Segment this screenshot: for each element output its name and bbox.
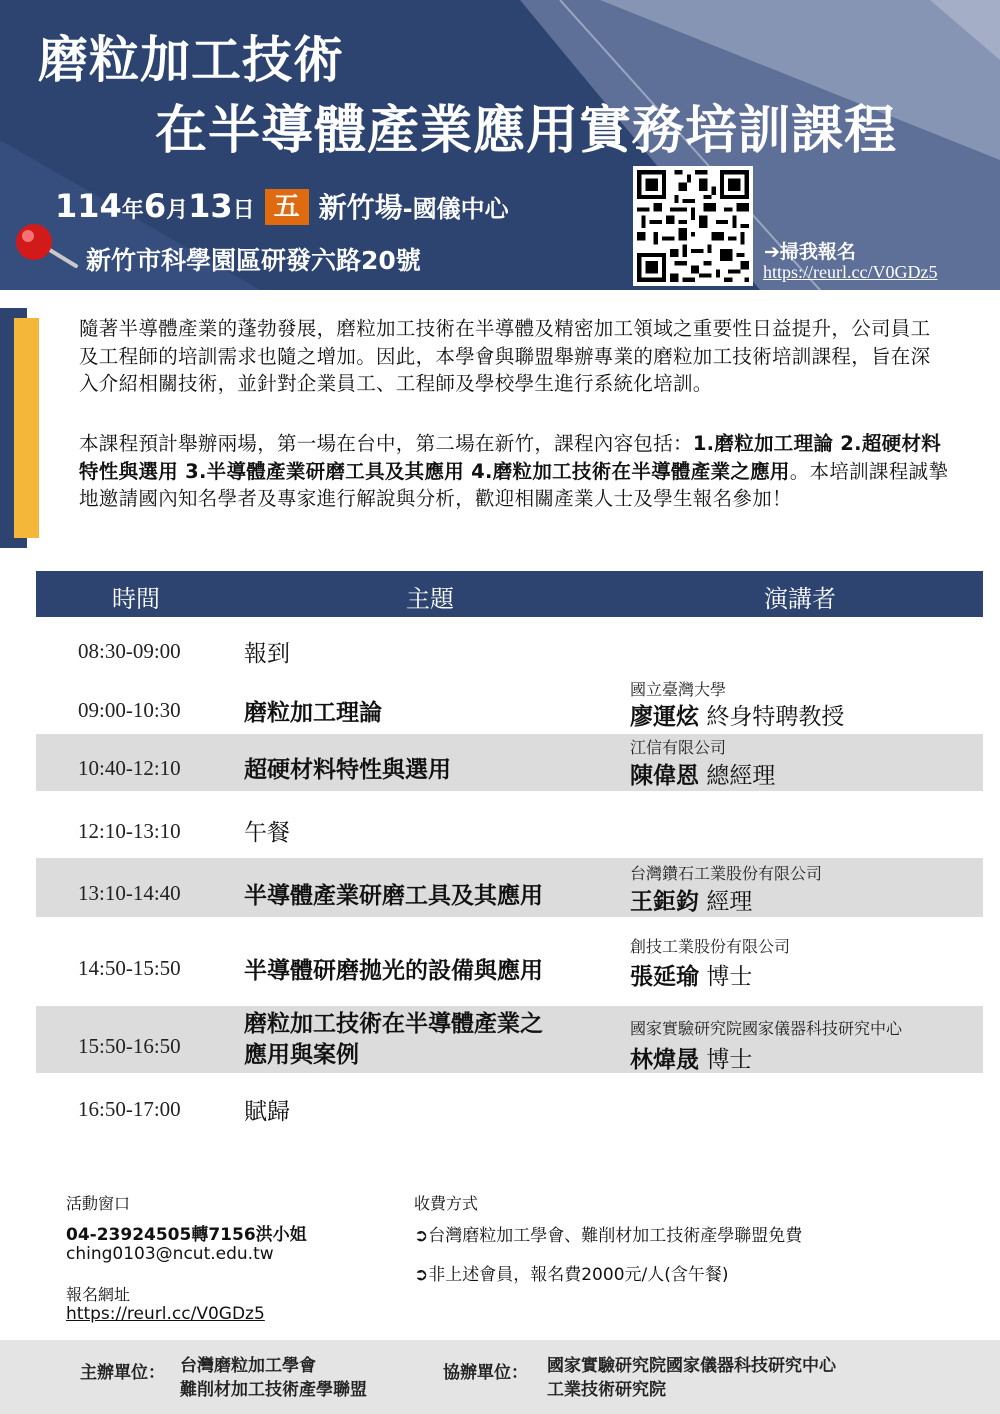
schedule-header — [36, 571, 983, 617]
row-topic: 半導體產業研磨工具及其應用 — [244, 883, 543, 909]
contact-label: 活動窗口 — [66, 1194, 131, 1213]
speaker — [630, 883, 752, 916]
speaker-title: 終身特聘教授 — [706, 704, 845, 730]
host-1: 台灣磨粒加工學會 — [180, 1356, 316, 1376]
schedule-row — [36, 734, 983, 791]
registration-url-label: 報名網址 — [66, 1285, 131, 1304]
row-time: 09:00-10:30 — [78, 698, 181, 722]
row-time: 16:50-17:00 — [78, 1097, 181, 1121]
schedule-row — [36, 797, 983, 855]
contact-phone: 04-23924505轉7156洪小姐 — [66, 1225, 307, 1245]
fee-item-nonmembers: ➲非上述會員，報名費2000元/人(含午餐) — [414, 1265, 729, 1285]
title-line-1: 磨粒加工技術 — [38, 31, 344, 89]
map-pin-icon — [10, 222, 80, 270]
row-topic: 午餐 — [244, 820, 290, 846]
schedule-row — [36, 858, 983, 917]
row-topic: 超硬材料特性與選用 — [244, 757, 451, 783]
intro-paragraph-2 — [79, 430, 949, 513]
date-month: 6 — [143, 187, 167, 225]
intro-paragraph-2-lead: 本課程預計舉辦兩場，第一場在台中，第二場在新竹，課程內容包括： — [79, 432, 693, 455]
speaker-org: 創技工業股份有限公司 — [630, 937, 791, 956]
speaker-title: 博士 — [706, 1047, 753, 1073]
header-speaker: 演講者 — [764, 585, 836, 613]
speaker-title: 經理 — [706, 889, 753, 915]
weekday-badge: 五 — [265, 189, 309, 225]
row-time: 15:50-16:50 — [78, 1034, 181, 1058]
schedule-row — [36, 1077, 983, 1135]
venue-sub: -國儀中心 — [402, 195, 509, 223]
co-host-label: 協辦單位： — [443, 1363, 528, 1383]
date-year-unit: 年 — [121, 198, 144, 223]
schedule-row — [36, 676, 983, 734]
contact-email[interactable]: ching0103@ncut.edu.tw — [66, 1244, 274, 1264]
host-2: 難削材加工技術產學聯盟 — [180, 1380, 367, 1400]
scan-to-register-label: ➔掃我報名 — [764, 241, 856, 263]
speaker-org: 台灣鑽石工業股份有限公司 — [630, 864, 823, 883]
speaker — [630, 1041, 752, 1074]
venue-address: 新竹市科學園區研發六路20號 — [86, 246, 421, 275]
title-line-2: 在半導體產業應用實務培訓課程 — [155, 101, 898, 161]
speaker-name: 張延瑜 — [630, 964, 699, 990]
row-topic: 報到 — [244, 641, 290, 667]
row-topic: 磨粒加工理論 — [244, 700, 382, 726]
row-topic-line-1: 磨粒加工技術在半導體產業之 — [244, 1011, 543, 1037]
speaker — [630, 958, 752, 991]
schedule-row — [36, 622, 983, 680]
row-topic: 賦歸 — [244, 1099, 290, 1125]
schedule-row — [36, 932, 983, 1002]
qr-code[interactable] — [633, 166, 753, 286]
registration-link[interactable]: https://reurl.cc/V0GDz5 — [763, 262, 938, 282]
co-host-1: 國家實驗研究院國家儀器科技研究中心 — [547, 1356, 836, 1376]
row-time: 08:30-09:00 — [78, 639, 181, 663]
intro-paragraph-2-tail: 。本培訓課程誠摯地邀請國內知名學者及專家進行解說與分析，歡迎相關產業人士及學生報名參加！ — [79, 459, 949, 510]
speaker-name: 林煒晟 — [630, 1047, 699, 1073]
speaker — [630, 757, 775, 790]
speaker-title: 博士 — [706, 964, 753, 990]
row-time: 12:10-13:10 — [78, 819, 181, 843]
event-date — [55, 186, 509, 226]
speaker-org: 國立臺灣大學 — [630, 680, 727, 699]
accent-bar-yellow — [14, 318, 39, 538]
intro-paragraph-1: 隨著半導體產業的蓬勃發展，磨粒加工技術在半導體及精密加工領域之重要性日益提升，公司員工及工程師的培訓需求也隨之增加。因此，本學會與聯盟舉辦專業的磨粒加工技術培訓課程，旨在深入介紹相關技術，並針對企業員工、工程師及學校學生進行系統化培訓。 — [79, 317, 931, 395]
registration-url-link[interactable]: https://reurl.cc/V0GDz5 — [66, 1304, 265, 1324]
fee-item-members: ➲台灣磨粒加工學會、難削材加工技術產學聯盟免費 — [414, 1226, 803, 1246]
host-label: 主辦單位： — [80, 1363, 165, 1383]
date-day: 13 — [188, 187, 233, 225]
venue-name: 新竹場 — [318, 191, 403, 224]
speaker-name: 陳偉恩 — [630, 763, 699, 789]
header-time: 時間 — [112, 585, 160, 613]
row-time: 14:50-15:50 — [78, 956, 181, 980]
speaker-name: 廖運炫 — [630, 704, 699, 730]
header-topic: 主題 — [406, 585, 454, 613]
date-day-unit: 日 — [232, 198, 255, 223]
co-host-2: 工業技術研究院 — [547, 1380, 666, 1400]
intro-course-list: 1.磨粒加工理論 2.超硬材料特性與選用 3.半導體產業研磨工具及其應用 4.磨粒加工技術在半導體產業之應用 — [79, 432, 942, 483]
speaker — [630, 698, 844, 731]
row-topic-line-2: 應用與案例 — [244, 1042, 359, 1068]
fee-label: 收費方式 — [414, 1194, 479, 1213]
row-topic: 半導體研磨拋光的設備與應用 — [244, 958, 543, 984]
speaker-org: 江信有限公司 — [630, 738, 727, 757]
date-month-unit: 月 — [166, 198, 189, 223]
speaker-title: 總經理 — [706, 763, 776, 789]
row-time: 10:40-12:10 — [78, 756, 181, 780]
row-topic — [244, 1009, 543, 1071]
schedule-row — [36, 1006, 983, 1073]
speaker-org: 國家實驗研究院國家儀器科技研究中心 — [630, 1019, 903, 1038]
speaker-name: 王鉅鈞 — [630, 889, 699, 915]
organizers-strip — [0, 1340, 1000, 1414]
date-year: 114 — [55, 187, 122, 225]
row-time: 13:10-14:40 — [78, 881, 181, 905]
